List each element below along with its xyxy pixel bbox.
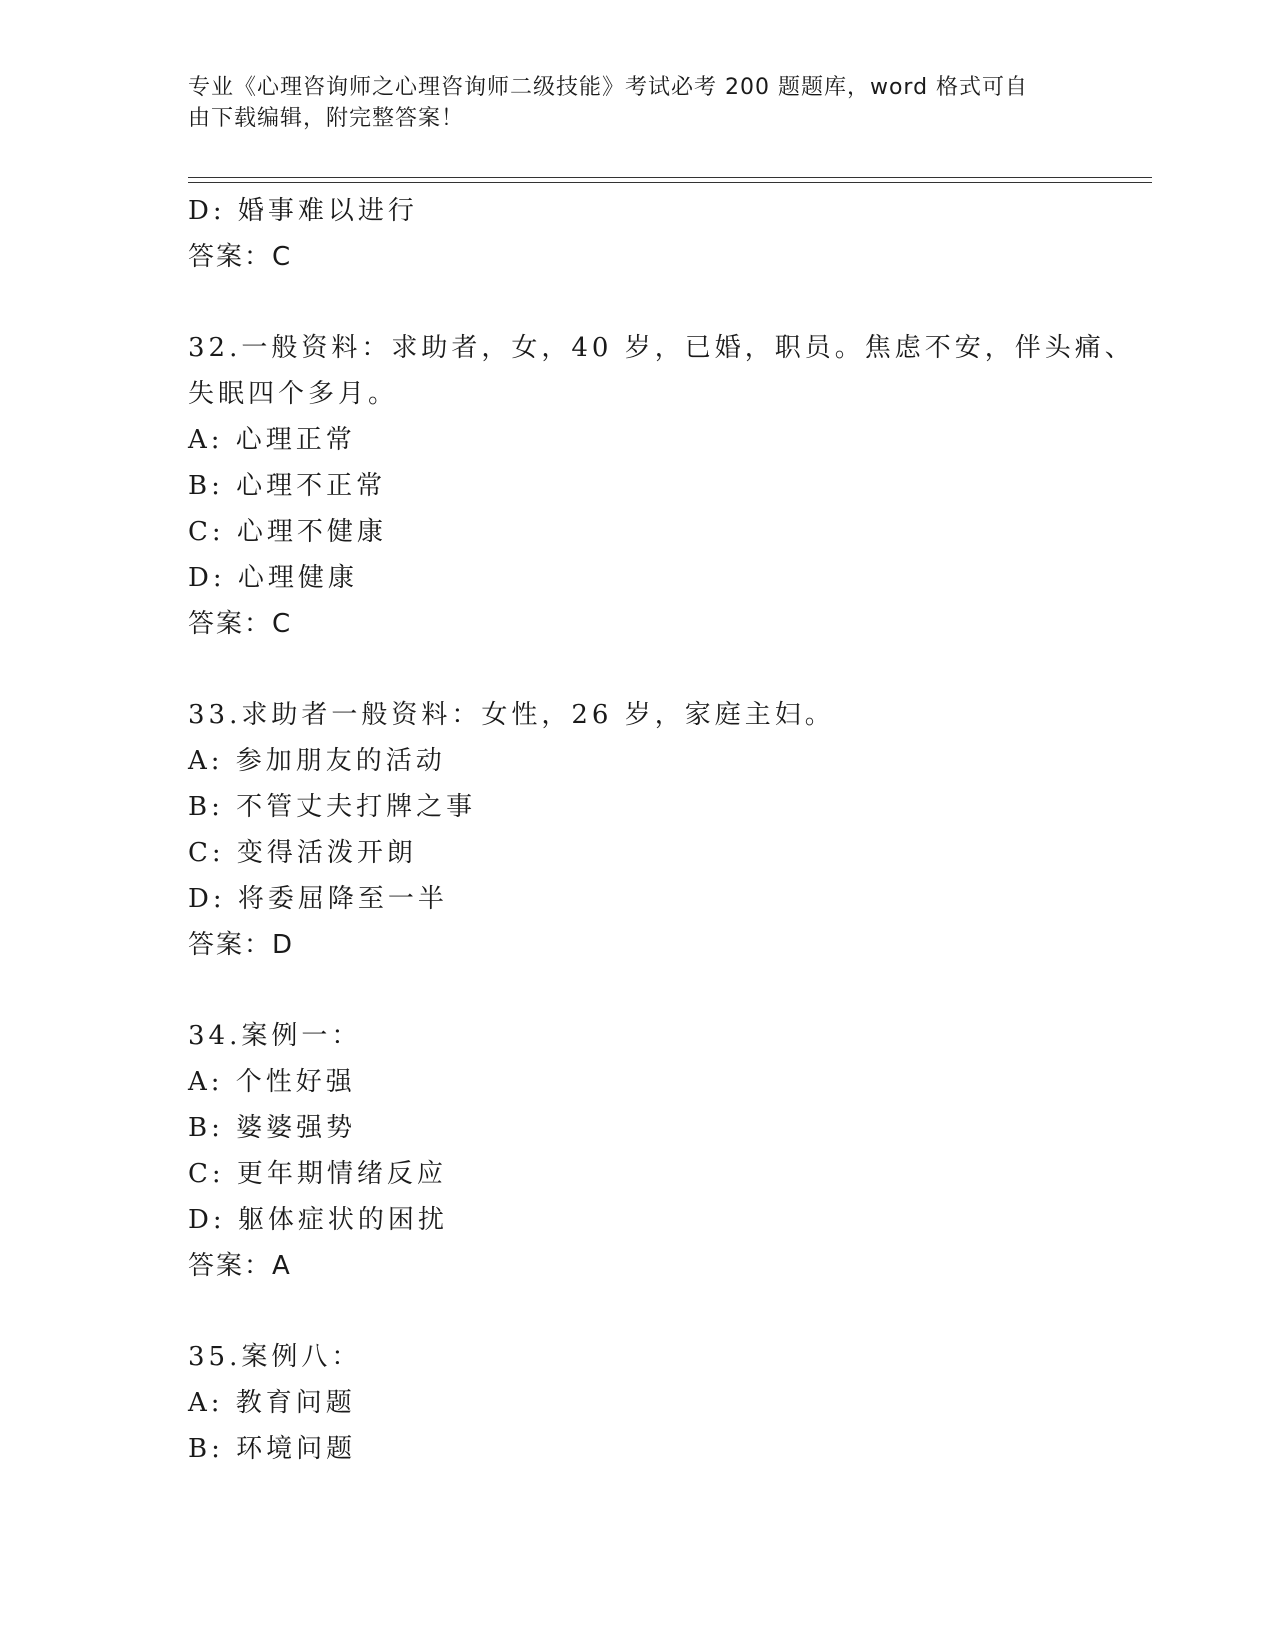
header-divider-top [188,177,1152,178]
header-line-1: 专业《心理咨询师之心理咨询师二级技能》考试必考 200 题题库，word 格式可自 [188,75,1029,100]
question-stem: 35.案例八： [188,1342,362,1372]
option-b: B: 心理不正常 [188,471,387,501]
spacer [188,968,1088,1013]
spacer [188,647,1088,692]
option-c: C: 变得活泼开朗 [188,838,417,868]
option-d: D: 婚事难以进行 [188,196,418,226]
option-d: D: 心理健康 [188,563,358,593]
document-header [188,72,1068,134]
option-a: A: 心理正常 [188,425,356,455]
question-35 [188,1334,1088,1472]
question-33 [188,692,1088,968]
option-a: A: 个性好强 [188,1067,356,1097]
option-a: A: 教育问题 [188,1388,356,1418]
question-list [188,188,1135,1472]
option-b: B: 婆婆强势 [188,1113,357,1143]
option-d: D: 躯体症状的困扰 [188,1205,448,1235]
question-32 [188,325,1135,647]
question-stem: 32.一般资料：求助者，女，40 岁，已婚，职员。焦虑不安，伴头痛、 [188,333,1135,363]
answer-line: 答案：C [188,609,293,639]
answer-line: 答案：D [188,930,295,960]
question-stem-continued: 失眠四个多月。 [188,379,399,409]
option-b: B: 环境问题 [188,1434,357,1464]
spacer [188,1289,1088,1334]
answer-line: 答案：A [188,1251,292,1281]
header-divider-bottom [188,182,1152,183]
answer-line: 答案：C [188,242,293,272]
option-c: C: 心理不健康 [188,517,387,547]
option-c: C: 更年期情绪反应 [188,1159,447,1189]
question-stem: 33.求助者一般资料：女性，26 岁，家庭主妇。 [188,700,835,730]
option-b: B: 不管丈夫打牌之事 [188,792,477,822]
header-line-2: 由下载编辑，附完整答案！ [188,106,465,131]
option-a: A: 参加朋友的活动 [188,746,446,776]
option-d: D: 将委屈降至一半 [188,884,448,914]
question-fragment [188,188,1088,280]
spacer [188,280,1088,325]
question-stem: 34.案例一： [188,1021,362,1051]
question-34 [188,1013,1088,1289]
